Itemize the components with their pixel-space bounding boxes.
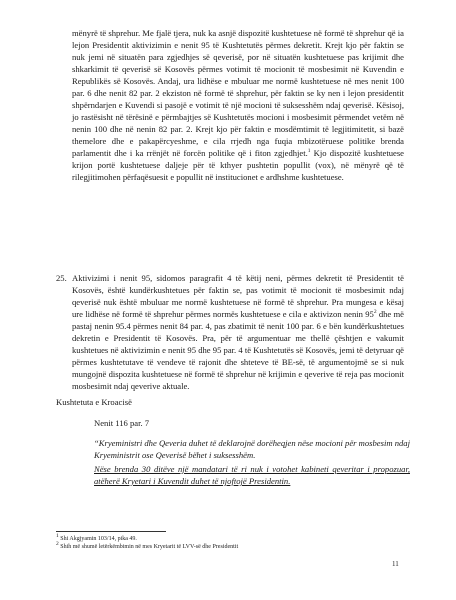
footnote-text: Shi Akgjyamin 103/14, pika 49.: [58, 536, 137, 542]
page-number: 11: [392, 560, 399, 568]
item-number: 25.: [56, 273, 67, 283]
paragraph-argument: [72, 27, 404, 183]
footnote-2: [56, 543, 238, 551]
footnote-text: Shih më shumë letërkëmbimin në mes Kryetarit të LVV-së dhe Presidentit: [58, 544, 239, 550]
article-reference: Nenit 116 par. 7: [94, 418, 150, 428]
paragraph-text-continued: Kjo dispozitë kushtetuese krijon portë kushtetuese daljeje për të kthyer pushtetin popullit (vox), në mënyrë që të rilegjitimohen përfaqësuesit e popullit në institucionet e ardhshme kushtetuese.: [72, 148, 404, 182]
section-heading: Kushtetuta e Kroacisë: [56, 397, 132, 407]
footnote-ref-2[interactable]: 2: [373, 309, 377, 316]
footnote-number: 2: [56, 541, 59, 547]
paragraph-text: Aktivizimi i nenit 95, sidomos paragrafit 4 të këtij neni, përmes dekretit të Presidentit të Kosovës, është kundërkushtetues për faktin se, pas votimit të mocionit të mosbesimit ndaj qeverisë nuk është mbuluar me normë kushtetuese në formë të shprehur. Pra mungesa e kësaj ure lidhëse në formë të shprehur përmes normës kushtetuese e cila e aktivizon nenin 95: [72, 273, 404, 319]
paragraph-text: mënyrë të shprehur. Me fjalë tjera, nuk ka asnjë dispozitë kushtetuese në formë të shprehur që ia lejon Presidentit aktivizimin e nenit 95 të Kushtetutës përmes dekretit. Krejt kjo për faktin se nuk jemi në situatën para zgjedhjes së qeverisë, por në situatën kushtetuese pas krijimit dhe shkarkimit të qeverisë së Kosovës përmes votimit të mocionit të mosbesimit në Kuvendin e Republikës së Kosovës. Andaj, ura lidhëse e mbuluar me normë kushtetuese në mes nenit 100 par. 6 dhe nenit 82 par. 2 ekziston në formë të shprehur, për faktin se ky nen i lejon presidentit shpërndarjen e Kuvendi si pasojë e votimit të një mocioni të suksesshëm ndaj qeverisë. Kësisoj, jo rastësisht në tërësinë e përmbajtjes së Kushtetutës mocioni i mosbesimit përmendet vetëm në nenin 100 dhe në nenin 82 par. 2. Krejt kjo për faktin e mosdëmtimit të legjitimitetit, si bazë themelore dhe e pakapërcyeshme, e cila rrjedh nga fuqia mbizotëruese politike brenda parlamentit dhe i ka rrënjët në forcën politike që i fiton zgjedhjet.: [72, 28, 404, 158]
quote-second: Nëse brenda 30 ditëve një mandatari të ri nuk i votohet kabineti qeveritar i propozuar, atëherë Kryetari i Kuvendit duhet të njoftojë Presidentin.: [94, 464, 410, 486]
footnote-number: 1: [56, 533, 59, 539]
footnote-1: [56, 535, 137, 543]
paragraph-text-continued: dhe më pastaj nenin 95.4 përmes nenit 84 par. 4, pas zbatimit të nenit 100 par. 6 e bën kundërkushtetues dekretin e Presidentit të Kosovës. Pra, për të argumentuar me thellë çështjen e vakumit kushtetues në aktivizimin e nenit 95 dhe 95 par. 4 të Kushtetutës së Kosovës, jemi të detyruar që përmes kushtetutave të vendeve të rajonit dhe shteteve të BE-së, të argumentojmë se si nuk mungojnë dispozita kushtetuese në formë të shprehur në krijimin e qeverive të reja pas mocionit mosbesimit ndaj qeverive aktuale.: [72, 309, 404, 391]
footnote-ref-1[interactable]: 1: [307, 148, 311, 155]
quote-first: “Kryeministri dhe Qeveria duhet të deklarojnë dorëheqjen nëse mocioni për mosbesim ndaj Kryeministrit ose Qeverisë bëhet i suksesshëm.: [94, 438, 410, 460]
footnote-separator: [56, 531, 166, 532]
paragraph-item-25: [72, 272, 404, 392]
